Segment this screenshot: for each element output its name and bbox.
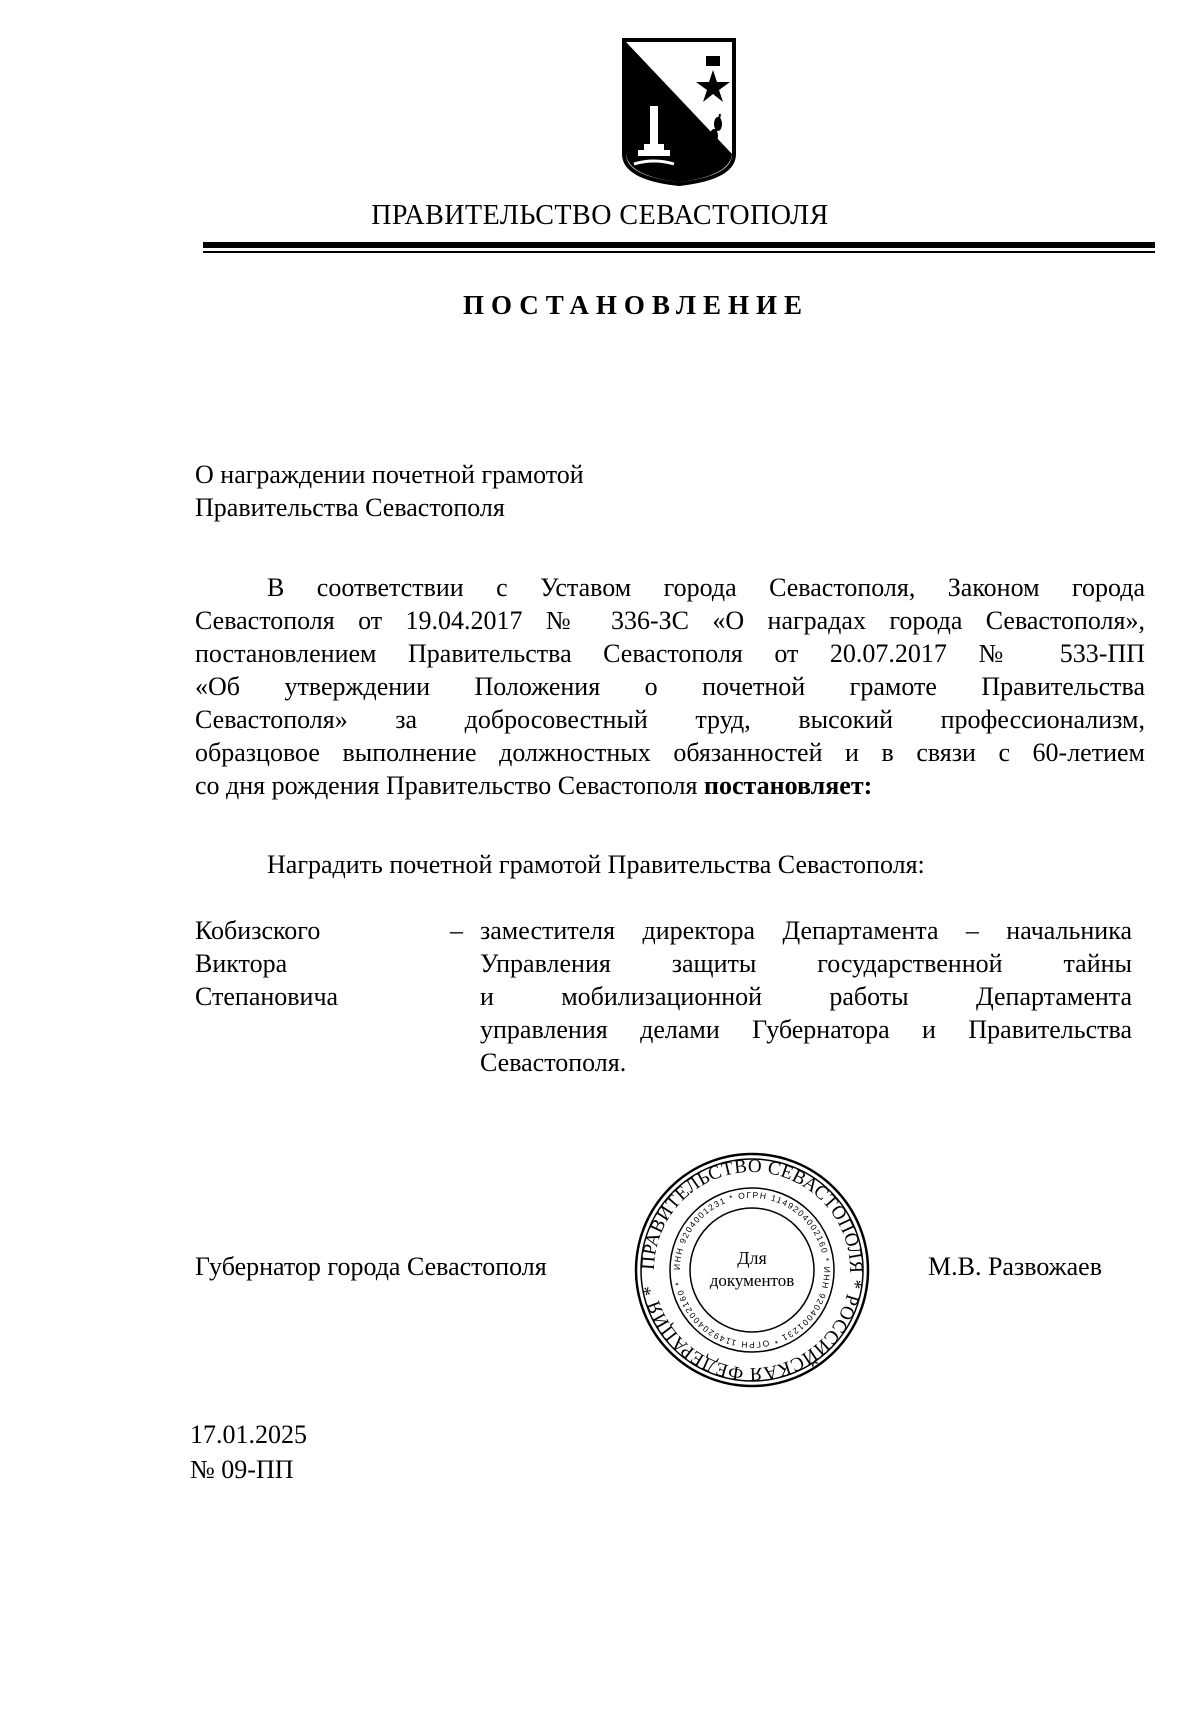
header-rule-thick [203,242,1155,248]
preamble-line: «Об утверждении Положения о почетной грамоте Правительства [195,672,1145,701]
resolves-colon: : [863,771,873,800]
header-rule-thin [203,251,1155,253]
document-subject [195,458,795,524]
signer-name: М.В. Развожаев [928,1252,1103,1281]
document-date: 17.01.2025 [190,1420,307,1449]
coat-of-arms-emblem [620,36,738,186]
awardee-first-name: Виктора [195,949,288,978]
position-line: заместителя директора Департамента – начальника [480,916,1132,945]
organization-name: ПРАВИТЕЛЬСТВО СЕВАСТОПОЛЯ [371,200,829,231]
position-line: Управления защиты государственной тайны [480,949,1132,978]
position-line: управления делами Губернатора и Правительства [480,1015,1132,1044]
awardee-surname: Кобизского [195,916,321,945]
preamble-text: со дня рождения Правительство Севастополя [195,771,698,800]
award-statement: Наградить почетной грамотой Правительства Севастополя: [267,850,925,879]
stamp-inner-text: ИНН 9204001231 * ОГРН 1149204002160 * ИНН 9204001231 * ОГРН 1149204002160 * [671,1189,833,1351]
preamble-paragraph [195,571,1145,802]
official-seal-stamp [632,1150,872,1390]
stamp-center-line: документов [709,1271,795,1290]
awardee-full-name [195,914,455,1013]
preamble-line: В соответствии с Уставом города Севастополя, Законом города [267,573,1145,602]
document-type-heading: ПОСТАНОВЛЕНИЕ [462,290,810,320]
preamble-line: Севастополя от 19.04.2017 № 336-ЗС «О наградах города Севастополя», [195,606,1145,635]
preamble-line-final [195,769,1145,802]
preamble-line: Севастополя» за добросовестный труд, высокий профессионализм, [195,705,1145,734]
subject-line: Правительства Севастополя [195,493,505,522]
awardee-position [480,914,1132,1079]
signer-title: Губернатор города Севастополя [195,1252,547,1281]
stamp-center-line: Для [737,1248,767,1268]
position-line: и мобилизационной работы Департамента [480,982,1132,1011]
preamble-line: образцовое выполнение должностных обязанностей и в связи с 60-летием [195,738,1145,767]
stamp-outer-text: ПРАВИТЕЛЬСТВО СЕВАСТОПОЛЯ * РОССИЙСКАЯ ФЕДЕРАЦИЯ * [637,1155,867,1385]
awardee-dash: – [450,916,463,945]
preamble-line: постановлением Правительства Севастополя от 20.07.2017 № 533-ПП [195,639,1145,668]
document-number: № 09-ПП [190,1455,294,1484]
awardee-patronymic: Степановича [195,982,339,1011]
position-line: Севастополя. [480,1048,627,1077]
resolves-keyword: постановляет [704,771,864,800]
subject-line: О награждении почетной грамотой [195,460,584,489]
